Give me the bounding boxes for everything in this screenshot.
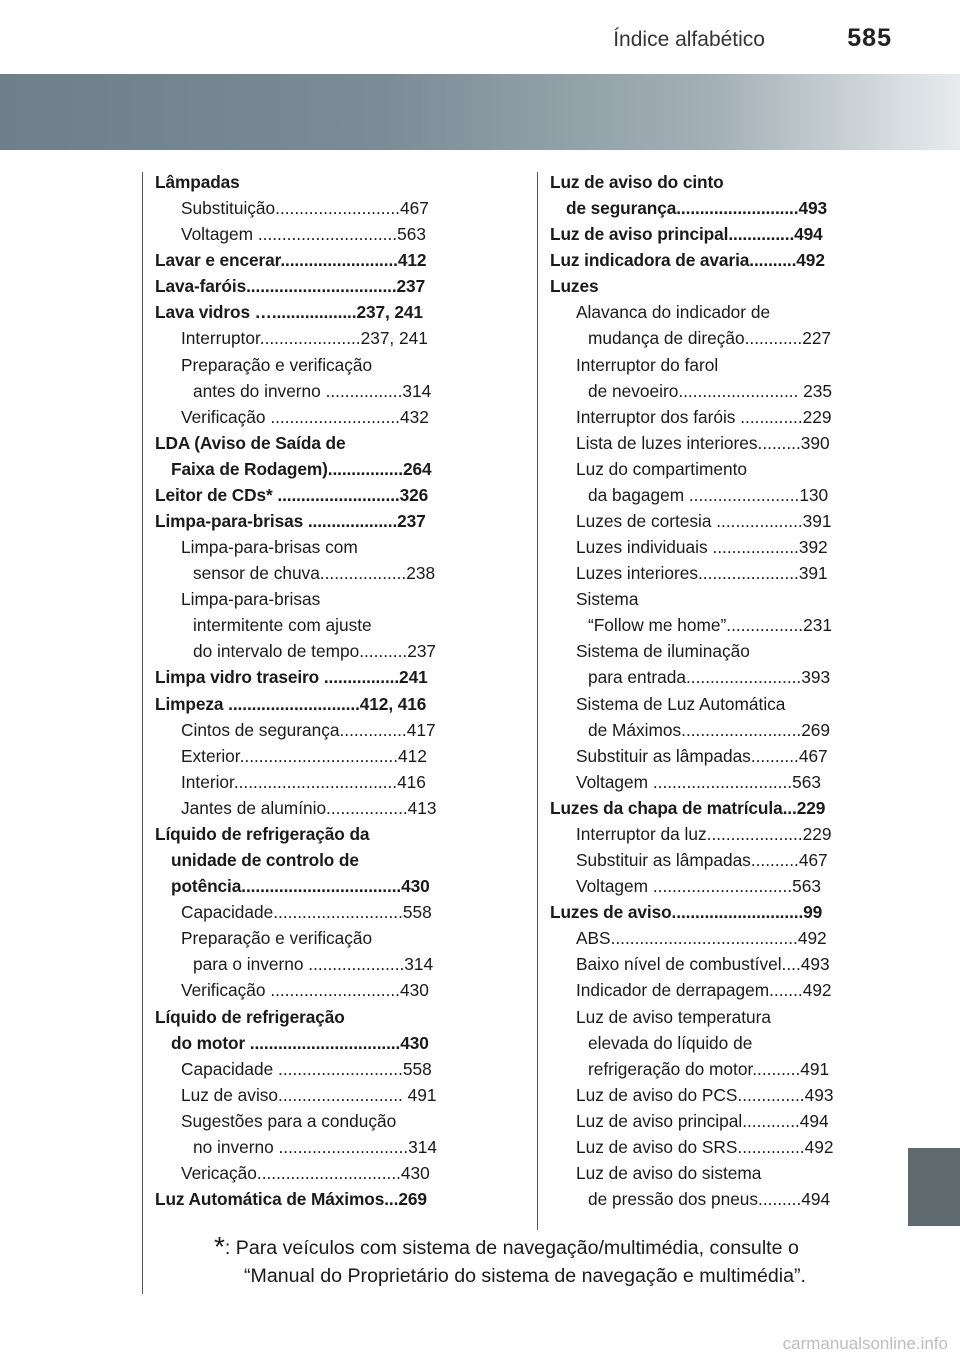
index-subentry: Voltagem .............................563 xyxy=(181,224,426,245)
index-entry: Líquido de refrigeração da xyxy=(155,823,370,844)
index-entry: LDA (Aviso de Saída de xyxy=(155,432,346,453)
index-entry: Líquido de refrigeração xyxy=(155,1006,345,1027)
index-entry: Limpeza ............................412, 416 xyxy=(155,693,427,714)
index-subentry: Preparação e verificação xyxy=(181,928,373,949)
index-subentry: Cintos de segurança..............417 xyxy=(181,719,436,740)
index-subentry: do intervalo de tempo..........237 xyxy=(193,641,437,662)
index-subentry: Lista de luzes interiores.........390 xyxy=(576,432,830,453)
index-subentry: Alavanca do indicador de xyxy=(576,302,771,323)
index-subentry: Vericação..............................430 xyxy=(181,1162,430,1183)
index-subentry: da bagagem .......................130 xyxy=(588,484,829,505)
index-entry: Lava vidros …..................237, 241 xyxy=(155,302,423,323)
page-number: 585 xyxy=(847,24,892,52)
index-subentry: ABS.......................................492 xyxy=(576,928,827,949)
index-subentry: Voltagem .............................563 xyxy=(576,876,821,897)
index-subentry: Sistema de Luz Automática xyxy=(576,693,786,714)
index-subentry: Capacidade...........................558 xyxy=(181,902,432,923)
index-subentry: sensor de chuva..................238 xyxy=(193,563,436,584)
index-entry: Luz indicadora de avaria..........492 xyxy=(550,250,825,271)
index-subentry: Luz de aviso do SRS..............492 xyxy=(576,1136,834,1157)
index-subentry: Luz de aviso principal............494 xyxy=(576,1110,829,1131)
index-subentry: Interruptor do farol xyxy=(576,354,719,375)
index-subentry: Indicador de derrapagem.......492 xyxy=(576,980,832,1001)
index-subentry: Interior..................................416 xyxy=(181,771,426,792)
index-entry: Limpa-para-brisas ...................237 xyxy=(155,511,426,532)
index-entry: Luz de aviso principal..............494 xyxy=(550,224,823,245)
index-subentry: Preparação e verificação xyxy=(181,354,373,375)
index-subentry: “Follow me home”................231 xyxy=(588,615,832,636)
index-column-right xyxy=(550,169,862,1212)
index-subentry: elevada do líquido de xyxy=(588,1032,753,1053)
index-subentry: Substituir as lâmpadas..........467 xyxy=(576,745,828,766)
left-column-rule xyxy=(142,172,143,1294)
index-subentry: Interruptor dos faróis .............229 xyxy=(576,406,832,427)
index-subentry: Luzes interiores.....................391 xyxy=(576,563,828,584)
footnote xyxy=(214,1233,874,1290)
index-entry: Lava-faróis................................237 xyxy=(155,276,426,297)
index-subentry: para o inverno ....................314 xyxy=(193,954,434,975)
index-subentry: Sistema de iluminação xyxy=(576,641,750,662)
index-subentry: Sugestões para a condução xyxy=(181,1110,397,1131)
index-subentry: de nevoeiro......................... 235 xyxy=(588,380,832,401)
index-subentry: intermitente com ajuste xyxy=(193,615,372,636)
index-subentry: Voltagem .............................563 xyxy=(576,771,821,792)
index-column-left xyxy=(155,169,467,1212)
index-entry: Lâmpadas xyxy=(155,172,240,192)
index-subentry: Exterior.................................412 xyxy=(181,745,427,766)
index-entry: de segurança..........................493 xyxy=(566,198,827,219)
index-entry: unidade de controlo de xyxy=(171,850,359,871)
index-subentry: Substituir as lâmpadas..........467 xyxy=(576,850,828,871)
index-subentry: antes do inverno ................314 xyxy=(193,380,432,401)
index-subentry: Capacidade ..........................558 xyxy=(181,1058,432,1079)
column-divider xyxy=(537,172,538,1230)
index-subentry: Luz de aviso.......................... 491 xyxy=(181,1084,437,1105)
footnote-line-1: : Para veículos com sistema de navegação/multimédia, consulte o xyxy=(224,1237,799,1259)
watermark: carmanualsonline.info xyxy=(782,1334,948,1353)
index-subentry: Luzes de cortesia ..................391 xyxy=(576,511,832,532)
footnote-asterisk: * xyxy=(214,1231,225,1262)
index-entry: Lavar e encerar.........................412 xyxy=(155,250,427,271)
index-entry: Leitor de CDs* ..........................326 xyxy=(155,484,429,505)
index-subentry: Interruptor.....................237, 241 xyxy=(181,328,428,349)
index-subentry: Verificação ...........................430 xyxy=(181,980,429,1001)
index-entry: do motor ................................430 xyxy=(171,1032,429,1053)
index-subentry: Luz de aviso do sistema xyxy=(576,1162,762,1183)
index-subentry: de Máximos.........................269 xyxy=(588,719,831,740)
index-subentry: refrigeração do motor..........491 xyxy=(588,1058,830,1079)
index-subentry: Limpa-para-brisas com xyxy=(181,537,358,558)
index-entry: Luzes xyxy=(550,276,599,297)
section-tab-marker xyxy=(908,1148,960,1226)
index-entry: Limpa vidro traseiro ................241 xyxy=(155,667,428,688)
page-title: Índice alfabético xyxy=(613,28,765,51)
index-subentry: de pressão dos pneus.........494 xyxy=(588,1189,831,1210)
index-subentry: Interruptor da luz....................229 xyxy=(576,823,832,844)
top-strip xyxy=(0,0,960,64)
index-subentry: Luz de aviso do PCS..............493 xyxy=(576,1084,834,1105)
index-subentry: Luzes individuais ..................392 xyxy=(576,537,828,558)
index-entry: Luzes da chapa de matrícula...229 xyxy=(550,797,826,818)
index-subentry: Substituição..........................467 xyxy=(181,198,429,219)
index-subentry: Baixo nível de combustível....493 xyxy=(576,954,830,975)
index-entry: Luzes de aviso............................99 xyxy=(550,902,823,923)
footnote-line-2: “Manual do Proprietário do sistema de navegação e multimédia”. xyxy=(244,1265,806,1287)
index-entry: Luz Automática de Máximos...269 xyxy=(155,1189,427,1210)
index-subentry: para entrada........................393 xyxy=(588,667,831,688)
index-subentry: Verificação ...........................432 xyxy=(181,406,429,427)
index-subentry: Jantes de alumínio.................413 xyxy=(181,797,437,818)
header-band xyxy=(0,74,960,150)
index-subentry: Luz do compartimento xyxy=(576,458,747,479)
index-entry: Luz de aviso do cinto xyxy=(550,172,724,192)
index-subentry: Sistema xyxy=(576,589,639,610)
index-subentry: Limpa-para-brisas xyxy=(181,589,321,610)
index-entry: Faixa de Rodagem)................264 xyxy=(171,458,432,479)
index-subentry: mudança de direção............227 xyxy=(588,328,832,349)
index-entry: potência..................................430 xyxy=(171,876,430,897)
index-subentry: no inverno ...........................314 xyxy=(193,1136,437,1157)
index-subentry: Luz de aviso temperatura xyxy=(576,1006,772,1027)
